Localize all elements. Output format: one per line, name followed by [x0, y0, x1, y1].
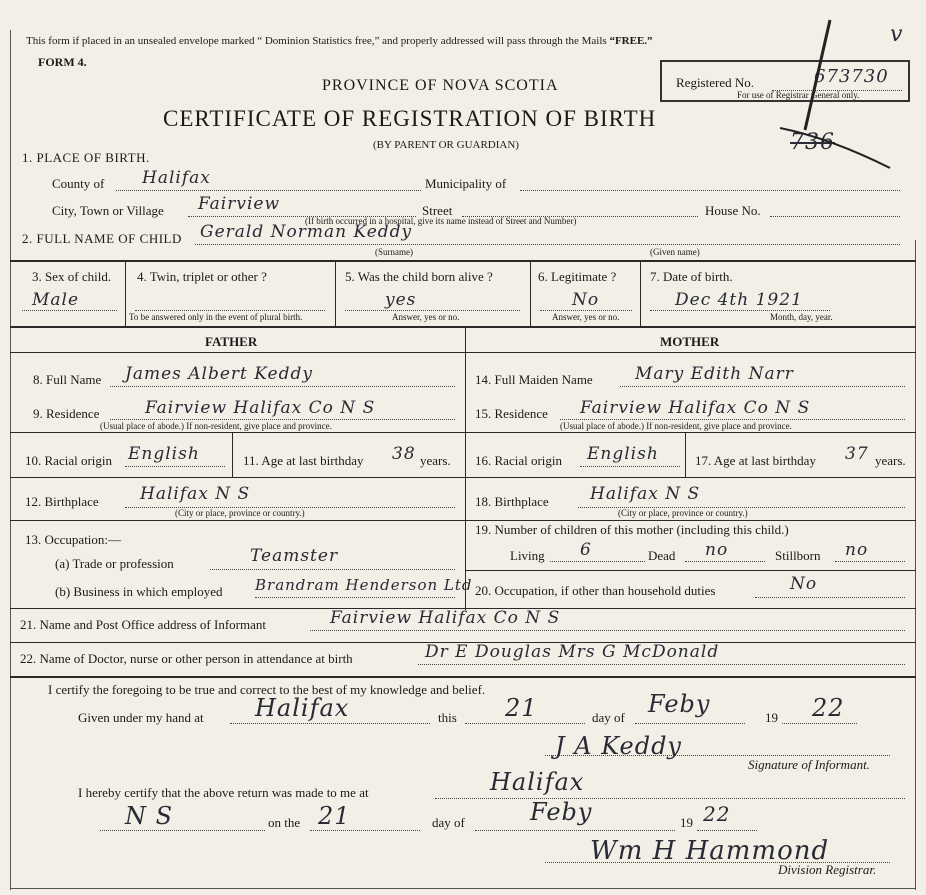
- father-residence-note: (Usual place of abode.) If non-resident, give place and province.: [100, 421, 332, 431]
- living-label: Living: [510, 548, 545, 563]
- alive-label: 5. Was the child born alive ?: [345, 269, 493, 284]
- divider: [640, 262, 641, 326]
- alive-note: Answer, yes or no.: [392, 312, 460, 322]
- father-name-label: 8. Full Name: [33, 372, 102, 387]
- mother-heading: MOTHER: [660, 334, 720, 349]
- legitimate-value: No: [572, 290, 600, 310]
- dob-note: Month, day, year.: [770, 312, 833, 322]
- mother-name-label: 14. Full Maiden Name: [475, 372, 593, 387]
- on-the-label: on the: [268, 815, 301, 830]
- mother-occupation-value: No: [790, 574, 818, 594]
- alive-value: yes: [385, 290, 417, 310]
- street-label: Street: [422, 203, 453, 218]
- stillborn-value: no: [845, 540, 869, 560]
- father-trade-label: (a) Trade or profession: [55, 556, 174, 571]
- informant-value: Fairview Halifax Co N S: [330, 608, 561, 628]
- return-province-value: N S: [125, 802, 174, 830]
- given-day-value: 21: [505, 694, 538, 722]
- municipality-label: Municipality of: [425, 176, 507, 191]
- mother-age-value: 37: [845, 444, 869, 464]
- street-note: (If birth occurred in a hospital, give its name instead of Street and Number): [305, 216, 577, 226]
- mother-residence-label: 15. Residence: [475, 406, 548, 421]
- place-of-birth-heading: 1. PLACE OF BIRTH.: [22, 150, 150, 165]
- mother-race-label: 16. Racial origin: [475, 453, 563, 468]
- mother-residence-value: Fairview Halifax Co N S: [580, 398, 811, 418]
- registered-label: Registered No.: [676, 75, 754, 90]
- return-day-value: 21: [318, 802, 351, 830]
- dead-value: no: [705, 540, 729, 560]
- return-text: I hereby certify that the above return was made to me at: [78, 785, 369, 800]
- county-label: County of: [52, 176, 105, 191]
- father-birthplace-label: 12. Birthplace: [25, 494, 99, 509]
- bottom-border: [10, 888, 916, 889]
- given-month-value: Feby: [648, 690, 711, 718]
- rule-before-certification: [10, 676, 916, 678]
- signature-of-informant-label: Signature of Informant.: [748, 757, 870, 772]
- this-label: this: [438, 710, 457, 725]
- given-place-value: Halifax: [255, 694, 350, 722]
- column-divider: [465, 328, 466, 610]
- rule: [465, 432, 916, 433]
- informant-signature: J A Keddy: [555, 732, 682, 760]
- rule-top-parents: [10, 326, 916, 328]
- informant-label: 21. Name and Post Office address of Informant: [20, 617, 266, 632]
- father-business-value: Brandram Henderson Ltd: [255, 576, 473, 594]
- page-subtitle: (BY PARENT OR GUARDIAN): [373, 139, 519, 151]
- dob-value: Dec 4th 1921: [675, 290, 803, 310]
- dead-label: Dead: [648, 548, 676, 563]
- mother-birthplace-label: 18. Birthplace: [475, 494, 549, 509]
- living-value: 6: [580, 540, 592, 560]
- rule: [465, 477, 916, 478]
- mother-residence-note: (Usual place of abode.) If non-resident, give place and province.: [560, 421, 792, 431]
- father-birthplace-note: (City or place, province or country.): [175, 508, 305, 518]
- rule: [10, 432, 465, 433]
- dob-label: 7. Date of birth.: [650, 269, 733, 284]
- father-residence-label: 9. Residence: [33, 406, 100, 421]
- attendant-value: Dr E Douglas Mrs G McDonald: [425, 642, 720, 662]
- rule: [10, 520, 916, 521]
- legitimate-note: Answer, yes or no.: [552, 312, 620, 322]
- return-day-of-label: day of: [432, 815, 465, 830]
- mother-name-value: Mary Edith Narr: [635, 364, 794, 384]
- father-birthplace-value: Halifax N S: [140, 484, 251, 504]
- divider: [530, 262, 531, 326]
- divider: [125, 262, 126, 326]
- province-heading: PROVINCE OF NOVA SCOTIA: [322, 77, 559, 94]
- division-registrar-label: Division Registrar.: [778, 862, 877, 877]
- sex-label: 3. Sex of child.: [32, 269, 112, 284]
- twin-label: 4. Twin, triplet or other ?: [137, 269, 267, 284]
- mother-birthplace-note: (City or place, province or country.): [618, 508, 748, 518]
- left-border: [10, 30, 11, 890]
- mother-race-value: English: [587, 444, 659, 464]
- city-label: City, Town or Village: [52, 203, 164, 218]
- mother-children-label: 19. Number of children of this mother (including this child.): [475, 522, 789, 537]
- father-age-label: 11. Age at last birthday: [243, 453, 364, 468]
- father-years: years.: [420, 453, 451, 468]
- sex-value: Male: [32, 290, 80, 310]
- child-name-label: 2. FULL NAME OF CHILD: [22, 231, 182, 246]
- stillborn-label: Stillborn: [775, 548, 821, 563]
- given-day-of-label: day of: [592, 710, 625, 725]
- father-heading: FATHER: [205, 334, 258, 349]
- corner-check-mark: v: [890, 22, 904, 47]
- father-race-value: English: [128, 444, 200, 464]
- registrar-signature: Wm H Hammond: [590, 836, 830, 866]
- return-year-prefix: 19: [680, 815, 693, 830]
- mail-notice: This form if placed in an unsealed envelope marked “ Dominion Statistics free,” and properly addressed will pass through the Mails “FREE.”: [26, 35, 653, 47]
- mother-years: years.: [875, 453, 906, 468]
- return-year-value: 22: [703, 802, 731, 826]
- margin-number: 736: [790, 130, 835, 155]
- divider: [232, 433, 233, 477]
- divider: [685, 433, 686, 477]
- certify-text: I certify the foregoing to be true and correct to the best of my knowledge and belief.: [48, 682, 486, 697]
- child-name-value: Gerald Norman Keddy: [200, 222, 413, 242]
- page-title: CERTIFICATE OF REGISTRATION OF BIRTH: [163, 106, 657, 131]
- registrar-pen-strokes: [770, 10, 900, 170]
- right-border: [915, 240, 916, 890]
- rule-parent-headings: [10, 352, 916, 353]
- twin-note: To be answered only in the event of plural birth.: [129, 312, 303, 322]
- form-number: FORM 4.: [38, 55, 87, 69]
- father-age-value: 38: [392, 444, 416, 464]
- rule: [10, 477, 465, 478]
- house-label: House No.: [705, 203, 761, 218]
- registered-number: 673730: [814, 66, 889, 87]
- return-month-value: Feby: [530, 798, 593, 826]
- surname-note: (Surname): [375, 247, 413, 257]
- rule-top-details: [10, 260, 916, 262]
- father-name-value: James Albert Keddy: [125, 364, 313, 384]
- mother-birthplace-value: Halifax N S: [590, 484, 701, 504]
- given-name-note: (Given name): [650, 247, 700, 257]
- father-occupation-label: 13. Occupation:—: [25, 532, 122, 547]
- father-trade-value: Teamster: [250, 546, 339, 566]
- mother-age-label: 17. Age at last birthday: [695, 453, 816, 468]
- attendant-label: 22. Name of Doctor, nurse or other person in attendance at birth: [20, 651, 353, 666]
- registrar-use-note: For use of Registrar General only.: [737, 90, 860, 100]
- father-residence-value: Fairview Halifax Co N S: [145, 398, 376, 418]
- given-year-value: 22: [812, 694, 845, 722]
- given-under-label: Given under my hand at: [78, 710, 204, 725]
- rule: [465, 570, 916, 571]
- mother-occupation-label: 20. Occupation, if other than household duties: [475, 583, 716, 598]
- return-place-value: Halifax: [490, 768, 585, 796]
- city-value: Fairview: [198, 194, 280, 214]
- county-value: Halifax: [142, 168, 211, 188]
- legitimate-label: 6. Legitimate ?: [538, 269, 617, 284]
- given-year-prefix: 19: [765, 710, 778, 725]
- father-business-label: (b) Business in which employed: [55, 584, 223, 599]
- father-race-label: 10. Racial origin: [25, 453, 113, 468]
- divider: [335, 262, 336, 326]
